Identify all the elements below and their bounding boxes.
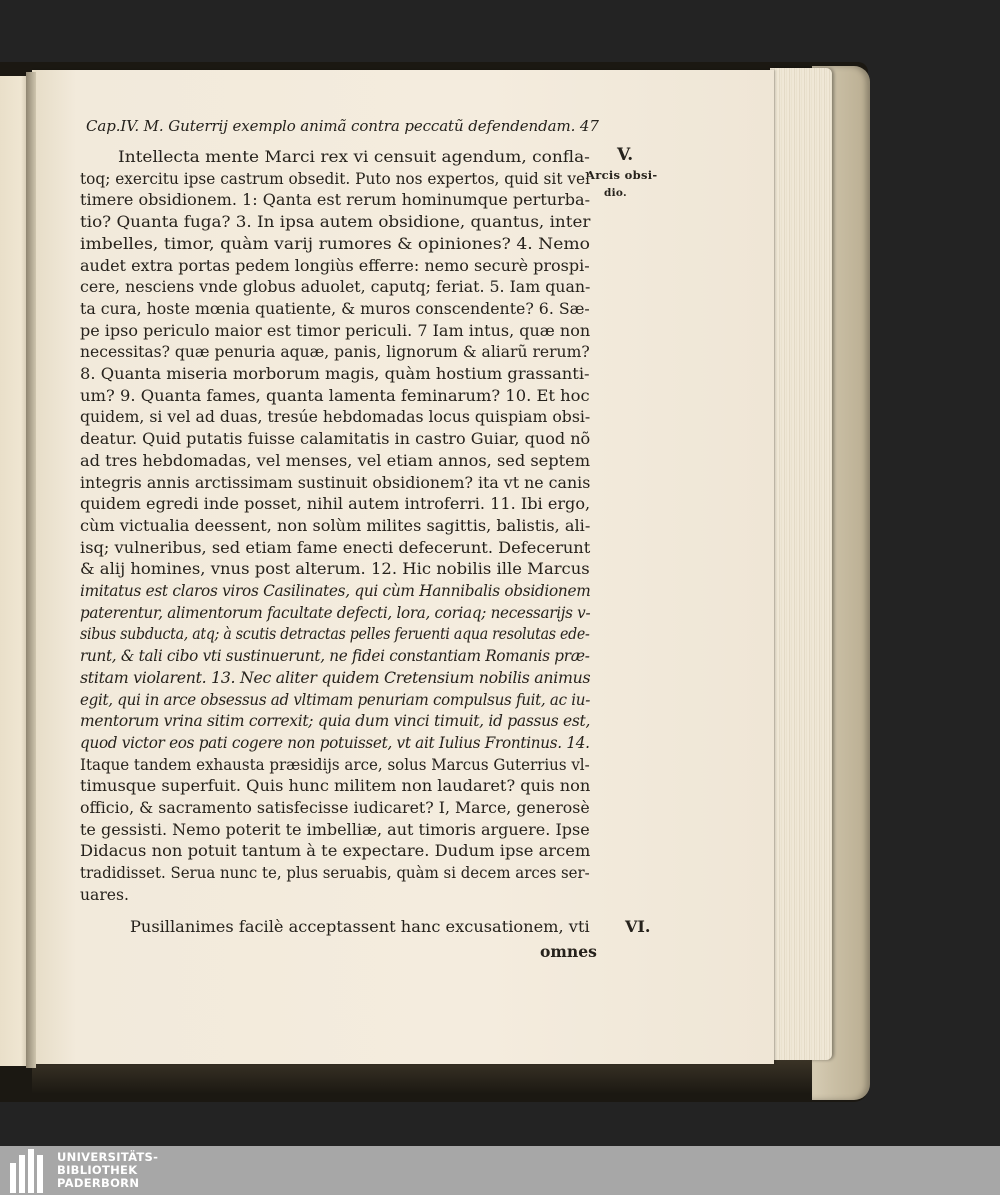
text-line: toq; exercitu ipse castrum obsedit. Puto nos expertos, quid sit vel xyxy=(80,169,590,188)
text-line: Pusillanimes facilè acceptassent hanc excusationem, vti xyxy=(130,917,590,936)
text-line: ta cura, hoste mœnia quatiente, & muros conscendente? 6. Sæ- xyxy=(80,299,590,318)
library-footer xyxy=(0,1146,1000,1195)
page-edges xyxy=(770,68,832,1060)
logo-text-line: BIBLIOTHEK xyxy=(57,1163,138,1177)
text-line: quod victor eos pati cogere non potuisset, vt ait Iulius Frontinus. 14. xyxy=(80,733,590,752)
book-gutter xyxy=(26,72,36,1068)
text-line: audet extra portas pedem longiùs efferre: nemo securè prospi- xyxy=(80,256,590,275)
text-line: um? 9. Quanta fames, quanta lamenta feminarum? 10. Et hoc xyxy=(80,386,590,405)
text-line: te gessisti. Nemo poterit te imbelliæ, aut timoris arguere. Ipse xyxy=(80,820,590,839)
library-logo-icon xyxy=(10,1149,52,1193)
text-line: runt, & tali cibo vti sustinuerunt, ne fidei constantiam Romanis præ- xyxy=(80,647,590,666)
text-line: Didacus non potuit tantum à te expectare. Dudum ipse arcem xyxy=(80,842,591,861)
text-line: officio, & sacramento satisfecisse iudicaret? I, Marce, generosè xyxy=(80,799,590,817)
text-line: Intellecta mente Marci rex vi censuit agendum, confla- xyxy=(118,148,590,166)
text-line: stitam violarent. 13. Nec aliter quidem Cretensium nobilis animus xyxy=(80,668,591,687)
text-line: & alij homines, vnus post alterum. 12. Hic nobilis ille Marcus xyxy=(80,560,590,579)
text-line: pe ipso periculo maior est timor periculi. 7 Iam intus, quæ non xyxy=(80,321,591,340)
text-line: timusque superfuit. Quis hunc militem non laudaret? quis non xyxy=(80,777,591,796)
text-line: tradidisset. Serua nunc te, plus seruabis, quàm si decem arces ser- xyxy=(80,864,590,883)
text-line: uares. xyxy=(80,885,129,904)
text-line: integris annis arctissimam sustinuit obsidionem? ita vt ne canis xyxy=(80,473,591,492)
catchword: omnes xyxy=(540,942,597,961)
margin-section-number: V. xyxy=(617,145,634,165)
margin-note-line: dio. xyxy=(604,187,628,199)
text-line: cùm victualia deessent, non solùm milites sagittis, balistis, ali- xyxy=(80,516,591,535)
text-line: paterentur, alimentorum facultate defecti, lora, coriaq; necessarijs v- xyxy=(80,603,591,622)
text-line: isq; vulneribus, sed etiam fame enecti defecerunt. Defecerunt xyxy=(80,538,591,557)
text-line: necessitas? quæ penuria aquæ, panis, lignorum & aliarũ rerum? xyxy=(80,343,590,362)
text-line: timere obsidionem. 1: Qanta est rerum hominumque perturba- xyxy=(80,191,591,210)
text-line: egit, qui in arce obsessus ad vltimam penuriam compulsus fuit, ac iu- xyxy=(80,690,590,709)
text-line: 8. Quanta miseria morborum magis, quàm hostium grassanti- xyxy=(80,365,590,383)
logo-text-line: PADERBORN xyxy=(57,1176,140,1190)
text-line: mentorum vrina sitim correxit; quia dum vinci timuit, id passus est, xyxy=(80,712,591,731)
margin-section-number: VI. xyxy=(625,917,651,936)
text-line: cere, nesciens vnde globus aduolet, caputq; feriat. 5. Iam quan- xyxy=(80,278,591,297)
text-line: deatur. Quid putatis fuisse calamitatis in castro Guiar, quod nõ xyxy=(80,430,591,449)
text-line: quidem, si vel ad duas, tresúe hebdomadas locus quispiam obsi- xyxy=(80,408,591,427)
text-line: imitatus est claros viros Casilinates, qui cùm Hannibalis obsidionem xyxy=(80,582,591,600)
book-bottom-shadow xyxy=(32,1060,812,1094)
text-line: imbelles, timor, quàm varij rumores & opiniones? 4. Nemo xyxy=(80,234,590,253)
text-line: ad tres hebdomadas, vel menses, vel etiam annos, sed septem xyxy=(80,451,591,470)
text-line: sibus subducta, atq; à scutis detractas pelles feruenti aqua resolutas ede- xyxy=(80,625,590,644)
logo-text-line: UNIVERSITÄTS- xyxy=(57,1150,159,1164)
text-line: quidem egredi inde posset, nihil autem introferri. 11. Ibi ergo, xyxy=(80,495,591,514)
text-line: tio? Quanta fuga? 3. In ipsa autem obsidione, quantus, inter xyxy=(80,213,591,232)
running-head: Cap.IV. M. Guterrij exemplo animã contra peccatũ defendendam. 47 xyxy=(86,117,599,135)
margin-note-line: Arcis obsi- xyxy=(586,168,658,182)
text-line: Itaque tandem exhausta præsidijs arce, solus Marcus Guterrius vl- xyxy=(80,755,590,774)
